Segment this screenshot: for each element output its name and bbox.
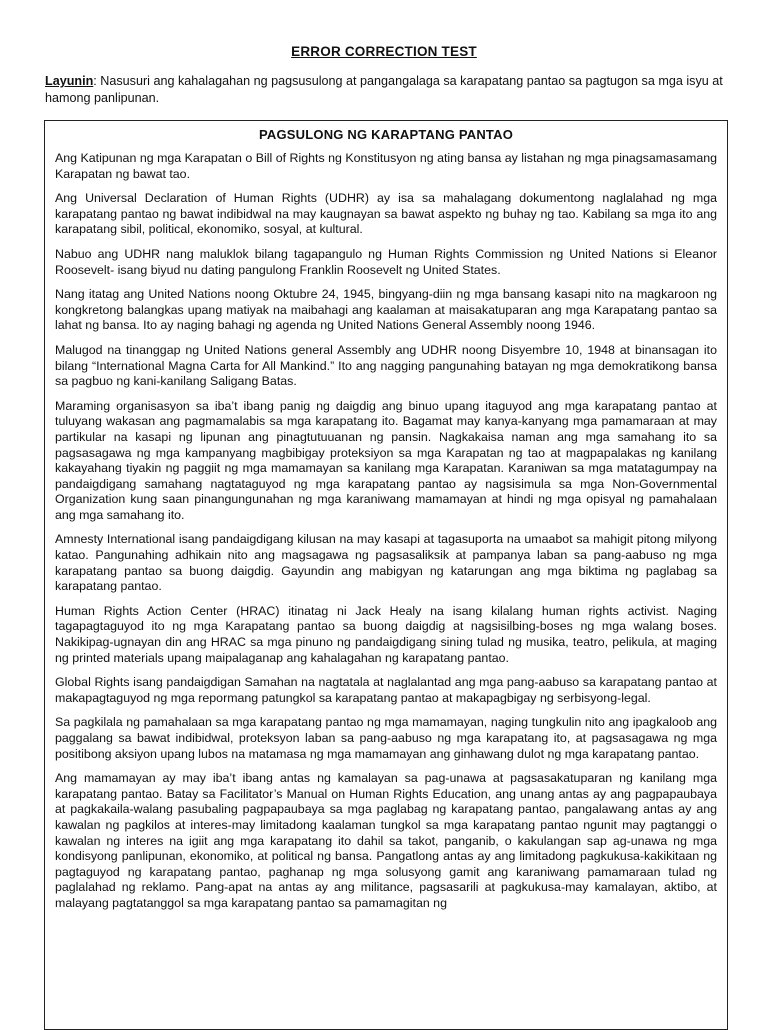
paragraph-bill-of-rights: Ang Katipunan ng mga Karapatan o Bill of Rights ng Konstitusyon ng ating bansa ay listahan ng mga pinagsamasamang Karapatan ng bawat tao.: [55, 151, 717, 181]
objective-text: : Nasusuri ang kahalagahan ng pagsusulong at pangangalaga sa karapatang pantao sa pagtugon sa mga isyu at hamong panlipunan.: [45, 74, 723, 105]
box-title: PAGSULONG NG KARAPTANG PANTAO: [259, 127, 513, 142]
content-box: [44, 120, 728, 1030]
paragraph-awareness-levels: Ang mamamayan ay may iba’t ibang antas ng kamalayan sa pag-unawa at pagsasakatuparan ng kanilang mga karapatang pantao. Batay sa Facilitator’s Manual on Human Rights Education, ang unang antas ay ang pagpapaubaya at pagkakaila-walang pasubaling pagpapaubaya sa mga paglabag ng karapatang pantao, pangalawang antas ay ang kawalan ng pagkilos at interes-may limitadong kaalaman tungkol sa mga karapatang pantao ngunit may pagtanggi o kawalan ng interes na igiit ang mga karapatang ito dahil sa takot, panganib, o kakulangan sap ag-unawa ng mga kondisyong panlipunan, ekonomiko, at political ng bansa. Pangatlong antas ay ang limitadong pagkukusa-kakikitaan ng pagtaguyod ng karapatang pantao, paghanap ng mga solusyong gamit ang karaniwang pamamaraan tulad ng paglalahad ng reklamo. Pang-apat na antas ay ang militance, pagsasarili at pagkukusa-may kamalayan, aktibo, at malayang pagtatanggol sa mga karapatang pantao sa pamamagitan ng: [55, 771, 717, 910]
paragraph-amnesty-international: Amnesty International isang pandaigdigang kilusan na may kasapi at tagasuporta na umaabot sa mahigit pitong milyong katao. Pangunahing adhikain nito ang magsagawa ng pagsasaliksik at pampanya laban sa pang-aabuso ng mga karapatang pantao sa buong daigdig. Gayundin ang mabigyan ng katarungan ang mga biktima ng paglabag sa karapatang pantao.: [55, 532, 717, 594]
paragraph-organizations: Maraming organisasyon sa iba’t ibang panig ng daigdig ang binuo upang itaguyod ang mga karapatang pantao at tuluyang wakasan ang pagmamalabis sa mga karapatang ito. Bagamat may kanya-kanyang mga pamamaraan at may partikular na kasapi ng lipunan ang pinagtutuuanan ng pansin. Nagkakaisa naman ang mga samahang ito sa pagsasagawa ng mga kampanyang magbibigay proteksiyon sa mga Karapatan ng tao at magpapalakas ng kanilang kakayahang tiyakin ng paggiit ng mga mamamayan sa kanilang mga Karapatan. Karaniwan sa mga matatagumpay na pandaigdigang samahang nagtataguyod ng mga karapatang pantao ay nagsisimula sa mga Non-Governmental Organization kung saan pinangungunahan ng mga karaniwang mamamayan at hindi ng mga opisyal ng pamahalaan ang mga samahang ito.: [55, 398, 717, 522]
objective-statement: [45, 73, 730, 106]
paragraph-global-rights: Global Rights isang pandaigdigan Samahan na nagtatala at naglalantad ang mga pang-aabuso sa karapatang pantao at makapagtaguyod ng mga repormang patungkol sa karapatang pantao at makapagbigay ng serbisyong-legal.: [55, 675, 717, 705]
paragraph-government-role: Sa pagkilala ng pamahalaan sa mga karapatang pantao ng mga mamamayan, naging tungkulin nito ang ipagkaloob ang paggalang sa bawat indibidwal, proteksyon laban sa pang-aabuso ng mga karapatang ito, at pagsasagawa ng mga positibong aksiyon upang lubos na matamasa ng mga mamamayan ang ginhawang dulot ng mga karapatang pantao.: [55, 715, 717, 761]
paragraph-magna-carta: Malugod na tinanggap ng United Nations general Assembly ang UDHR noong Disyembre 10, 1948 at binansagan ito bilang “International Magna Carta for All Mankind.” Ito ang nagging pangunahing batayan ng mga demokratikong bansa sa pagbuo ng kani-kanilang Saligang Batas.: [55, 342, 717, 389]
paragraph-udhr-origin: Nabuo ang UDHR nang maluklok bilang tagapangulo ng Human Rights Commission ng United Nations si Eleanor Roosevelt- isang biyud nu dating pangulong Franklin Roosevelt ng United States.: [55, 246, 717, 277]
paragraph-united-nations: Nang itatag ang United Nations noong Oktubre 24, 1945, bingyang-diin ng mga bansang kasapi nito na magkaroon ng kongkretong balangkas upang matiyak na maibahagi ang kaalaman at maisakatuparan ang mga Karapatang pantao sa lahat ng bansa. Ito ay naging bahagi ng agenda ng United Nations General Assembly noong 1946.: [55, 287, 717, 333]
document-title: ERROR CORRECTION TEST: [291, 44, 477, 59]
paragraph-udhr: Ang Universal Declaration of Human Rights (UDHR) ay isa sa mahalagang dokumentong naglalahad ng mga karapatang pantao ng bawat indibidwal na may kaugnayan sa bawat aspekto ng buhay ng tao. Kabilang sa mga ito ang karapatang sibil, political, ekonomiko, sosyal, at kultural.: [55, 191, 717, 237]
objective-label: Layunin: [45, 74, 94, 88]
paragraph-hrac: Human Rights Action Center (HRAC) itinatag ni Jack Healy na isang kilalang human rights activist. Naging tagapagtaguyod ito ng mga Karapatang pantao sa buong daigdig at nagsisilbing-boses ng mga walang boses. Nakikipag-ugnayan din ang HRAC sa mga pinuno ng pandaigdigang sining tulad ng musika, teatro, pelikula, at maging ng printed materials upang maipalaganap ang kahalagahan ng karapatang pantao.: [55, 603, 717, 665]
